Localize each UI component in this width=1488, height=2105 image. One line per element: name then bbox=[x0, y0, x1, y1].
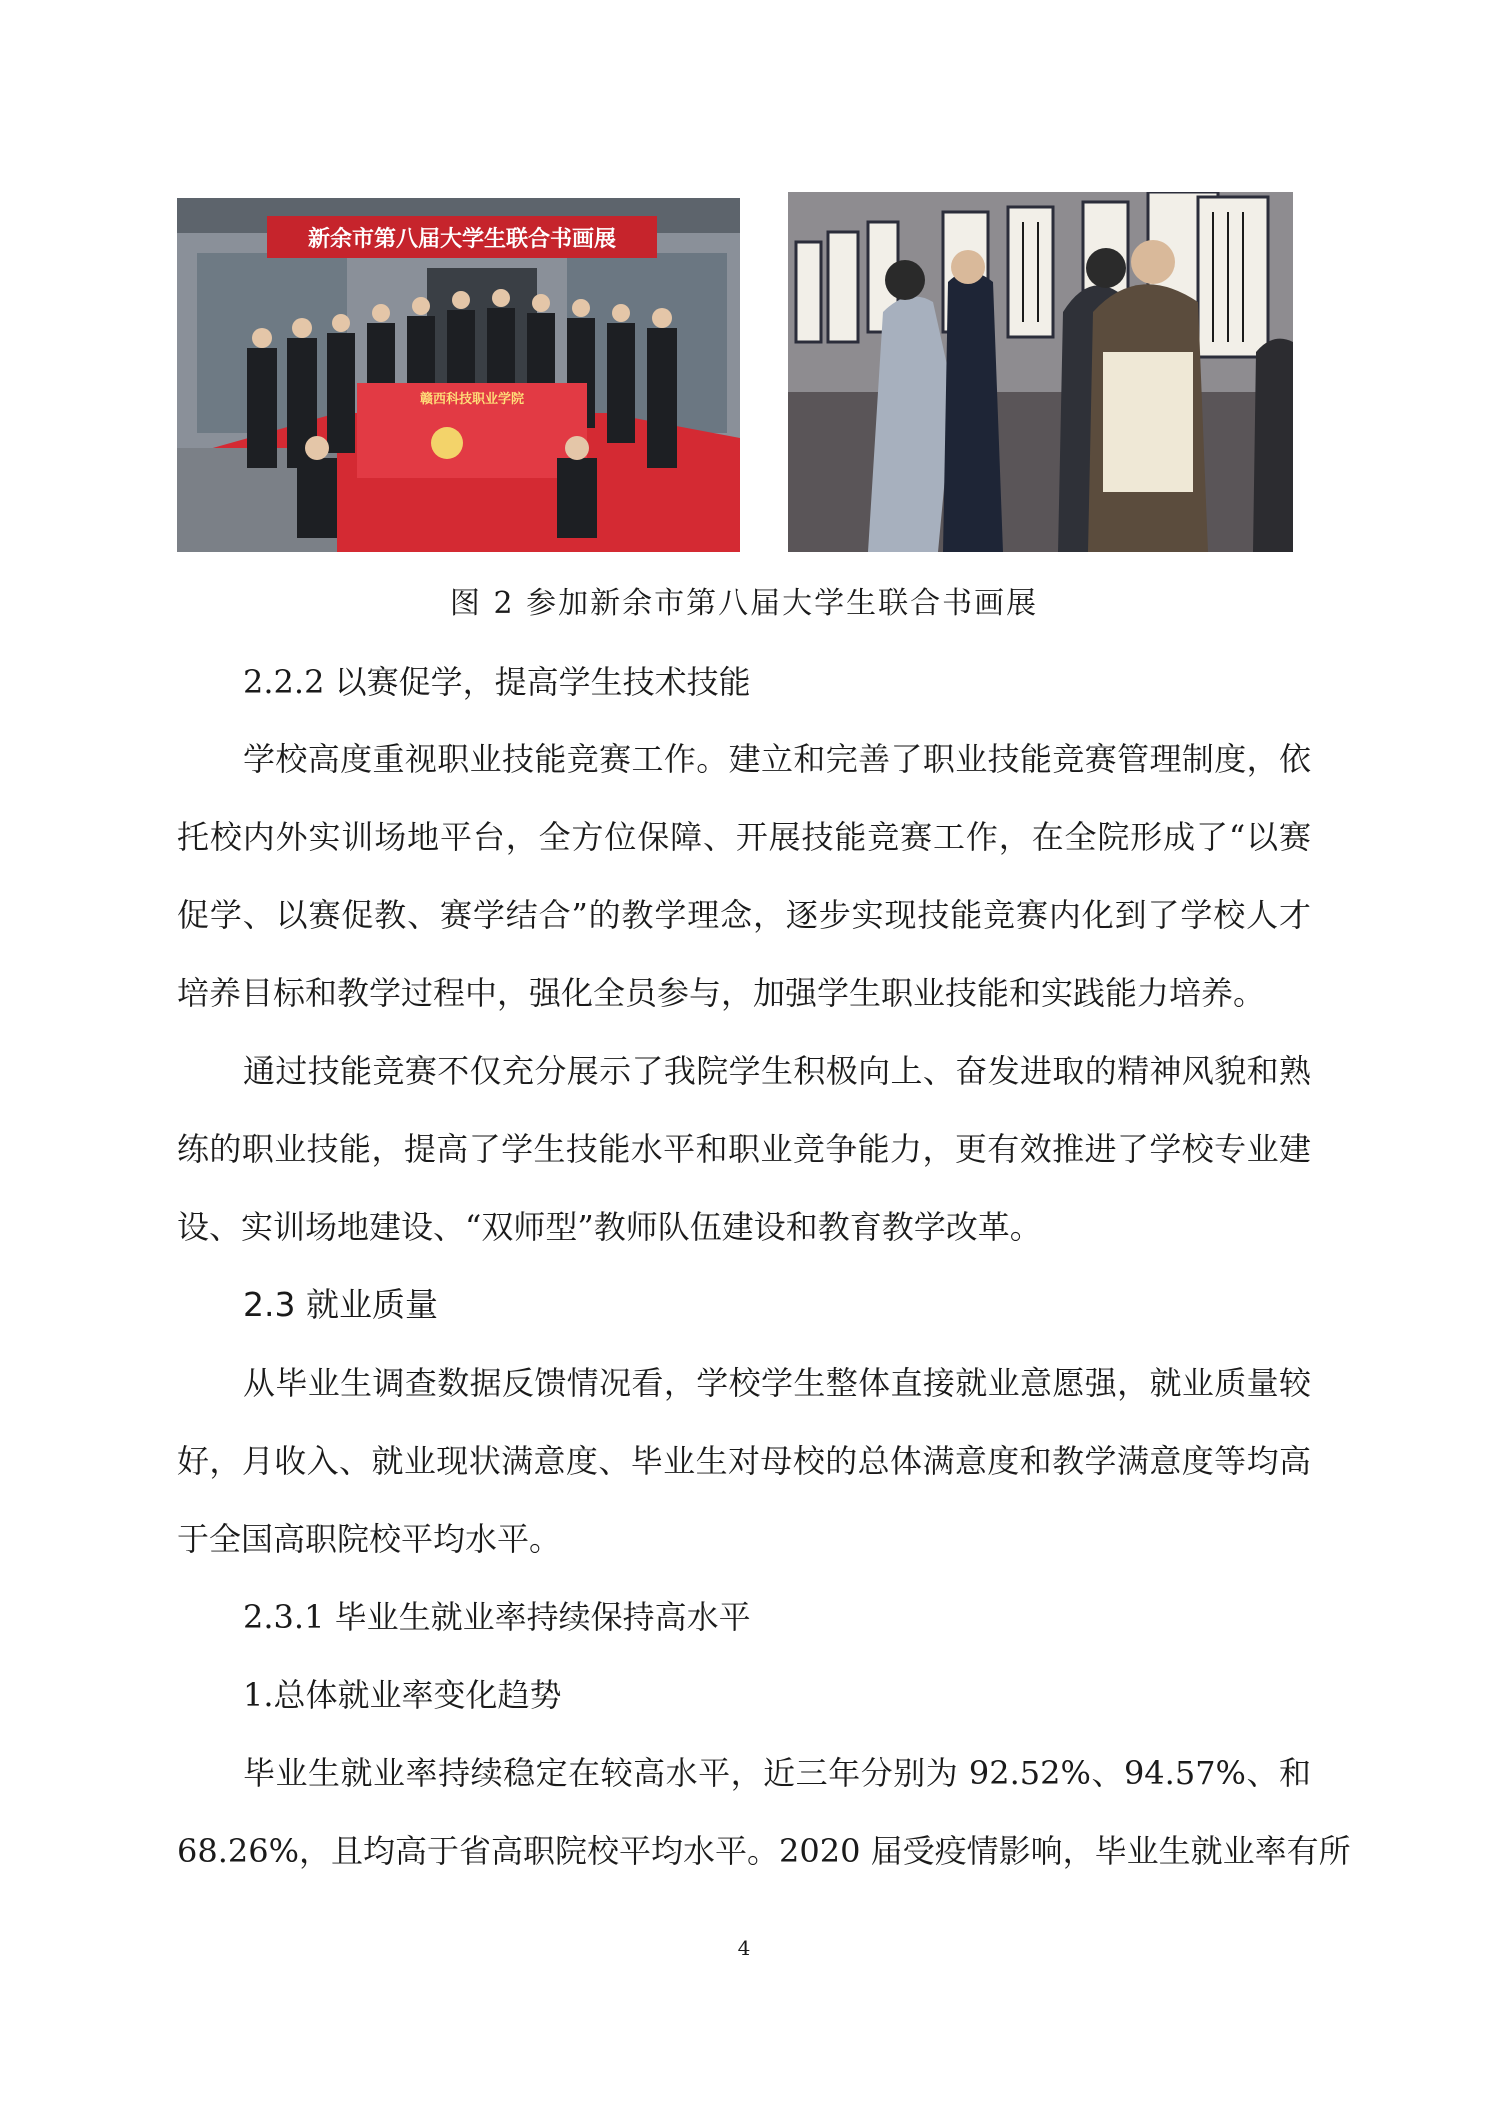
section-heading-2-3-1: 2.3.1 毕业生就业率持续保持高水平 bbox=[243, 1598, 751, 1636]
paragraph-line: 托校内外实训场地平台，全方位保障、开展技能竞赛工作，在全院形成了“以赛 bbox=[177, 818, 1311, 856]
paragraph-line: 培养目标和教学过程中，强化全员参与，加强学生职业技能和实践能力培养。 bbox=[177, 974, 1266, 1012]
page-number: 4 bbox=[737, 1936, 751, 1960]
flag-text: 赣西科技职业学院 bbox=[419, 392, 525, 407]
paragraph-line: 设、实训场地建设、“双师型”教师队伍建设和教育教学改革。 bbox=[177, 1208, 1042, 1246]
section-heading-2-3: 2.3 就业质量 bbox=[243, 1285, 438, 1324]
sub-heading: 1.总体就业率变化趋势 bbox=[243, 1676, 562, 1714]
paragraph-line: 练的职业技能，提高了学生技能水平和职业竞争能力，更有效推进了学校专业建 bbox=[177, 1130, 1311, 1168]
paragraph-line: 于全国高职院校平均水平。 bbox=[177, 1520, 562, 1558]
paragraph-line: 好，月收入、就业现状满意度、毕业生对母校的总体满意度和教学满意度等均高 bbox=[177, 1442, 1311, 1480]
paragraph-line: 促学、以赛促教、赛学结合”的教学理念，逐步实现技能竞赛内化到了学校人才 bbox=[177, 896, 1311, 934]
paragraph-line: 学校高度重视职业技能竞赛工作。建立和完善了职业技能竞赛管理制度，依 bbox=[243, 740, 1311, 778]
banner-text: 新余市第八届大学生联合书画展 bbox=[307, 227, 617, 252]
paragraph-line: 从毕业生调查数据反馈情况看，学校学生整体直接就业意愿强，就业质量较 bbox=[243, 1364, 1311, 1402]
figure-caption: 图 2 参加新余市第八届大学生联合书画展 bbox=[449, 586, 1039, 621]
paragraph-line: 68.26%，且均高于省高职院校平均水平。2020 届受疫情影响，毕业生就业率有所 bbox=[177, 1832, 1351, 1870]
photo-exhibition-hall bbox=[788, 192, 1293, 552]
paragraph-line: 通过技能竞赛不仅充分展示了我院学生积极向上、奋发进取的精神风貌和熟 bbox=[243, 1052, 1311, 1090]
photo-group-exhibition bbox=[177, 198, 740, 552]
section-heading-2-2-2: 2.2.2 以赛促学，提高学生技术技能 bbox=[243, 663, 751, 701]
paragraph-line: 毕业生就业率持续稳定在较高水平，近三年分别为 92.52%、94.57%、和 bbox=[243, 1754, 1311, 1792]
